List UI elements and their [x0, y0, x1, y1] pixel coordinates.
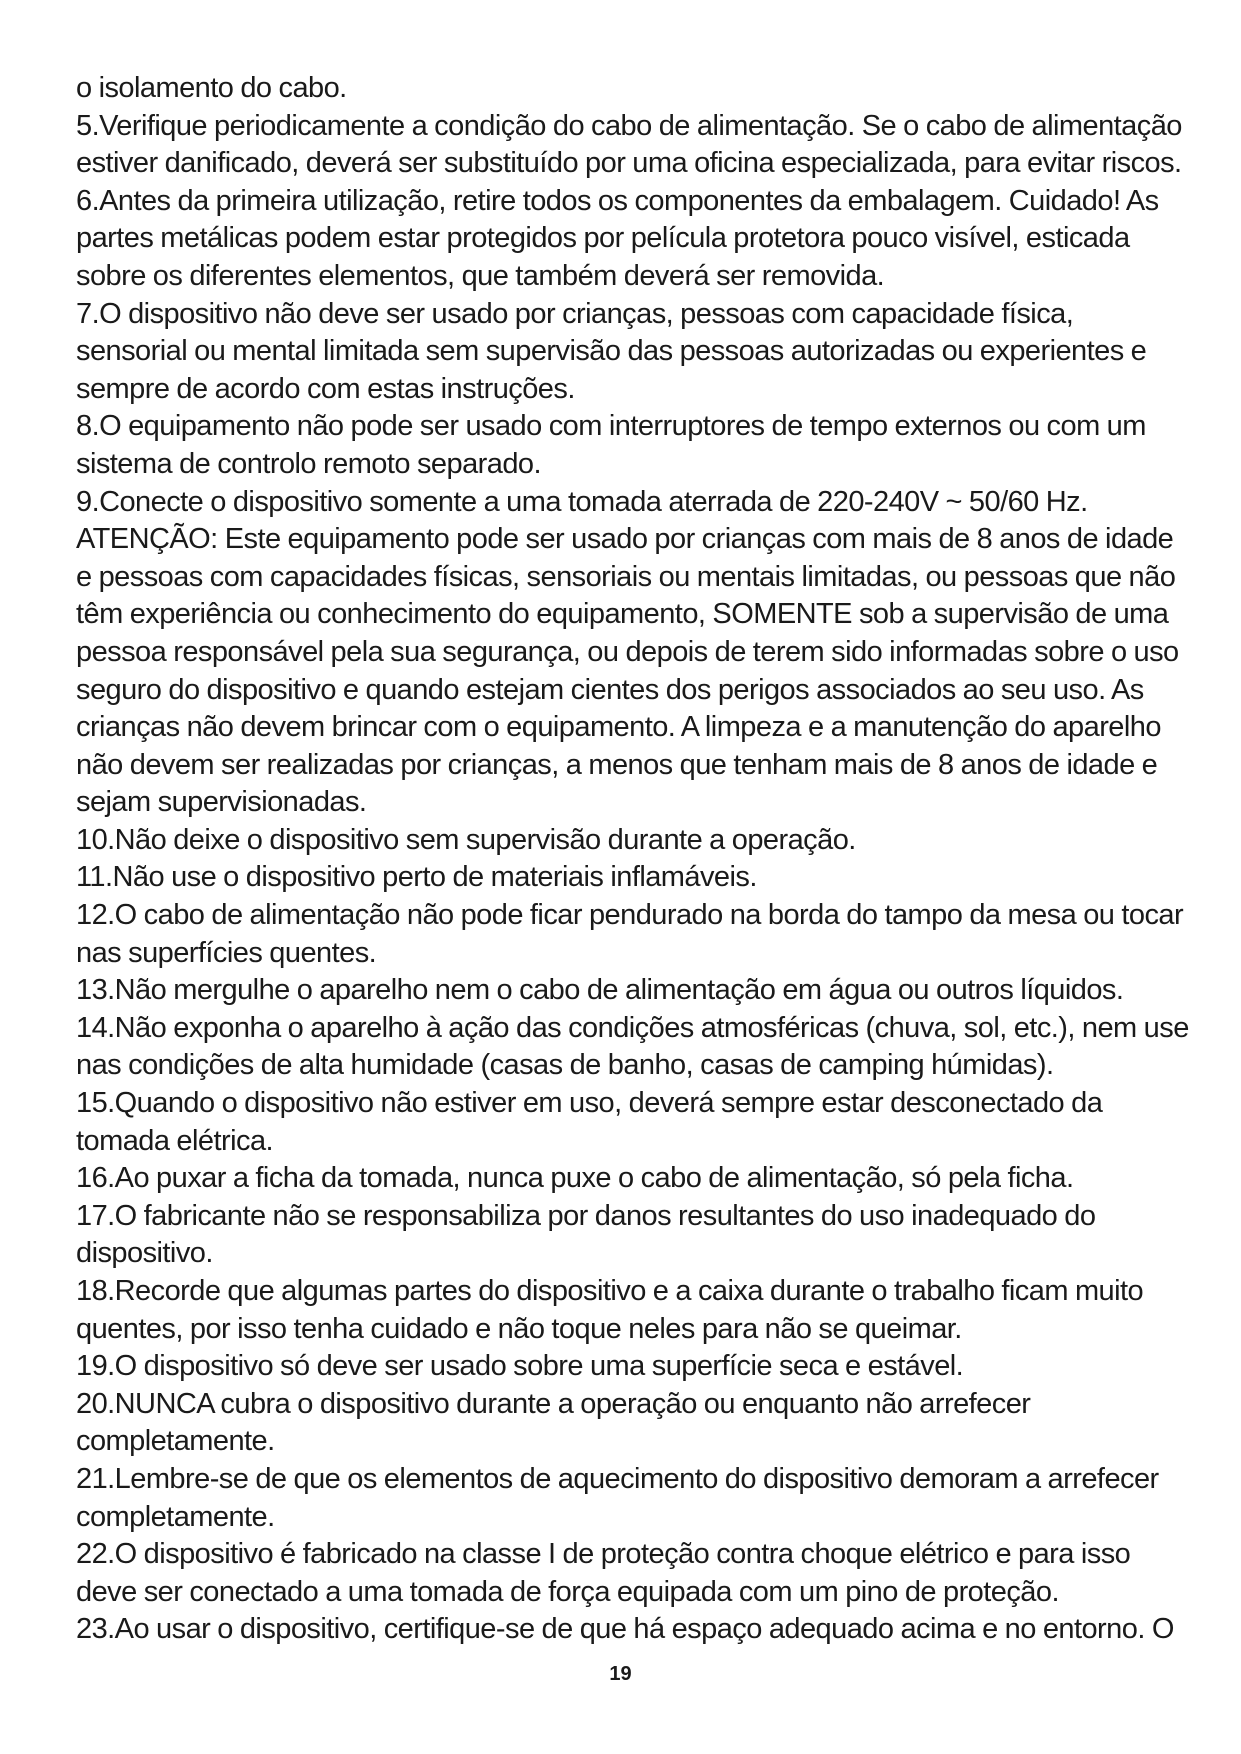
text-line: 7.O dispositivo não deve ser usado por crianças, pessoas com capacidade física, [76, 297, 1074, 330]
paragraph-item-13 [76, 972, 1186, 1010]
text-line: sistema de controlo remoto separado. [76, 447, 542, 480]
text-line: 13.Não mergulhe o aparelho nem o cabo de alimentação em água ou outros líquidos. [76, 974, 1124, 1007]
paragraph-item-10 [76, 822, 1186, 860]
paragraph-item-18 [76, 1273, 1186, 1348]
text-line: completamente. [76, 1425, 275, 1458]
text-line: quentes, por isso tenha cuidado e não toque neles para não se queimar. [76, 1312, 962, 1345]
paragraph-item-12 [76, 897, 1186, 972]
paragraph-item-23 [76, 1611, 1186, 1649]
paragraph-item-14 [76, 1010, 1189, 1085]
text-line: dispositivo. [76, 1237, 213, 1270]
text-line: nas superfícies quentes. [76, 936, 377, 969]
text-line: ATENÇÃO: Este equipamento pode ser usado por crianças com mais de 8 anos de idade [76, 523, 1174, 556]
paragraph-item-6 [76, 183, 1186, 296]
paragraph-item-15 [76, 1085, 1186, 1160]
paragraph-cable-insulation-end [76, 70, 1186, 108]
text-line: nas condições de alta humidade (casas de banho, casas de camping húmidas). [76, 1049, 1054, 1082]
text-line: 17.O fabricante não se responsabiliza por danos resultantes do uso inadequado do [76, 1199, 1096, 1232]
text-line: deve ser conectado a uma tomada de força equipada com um pino de proteção. [76, 1575, 1059, 1608]
text-line: e pessoas com capacidades físicas, sensoriais ou mentais limitadas, ou pessoas que não [76, 560, 1176, 593]
text-line: sensorial ou mental limitada sem supervisão das pessoas autorizadas ou experientes e [76, 335, 1147, 368]
paragraph-item-22 [76, 1536, 1186, 1611]
paragraph-item-19 [76, 1348, 1186, 1386]
text-line: 14.Não exponha o aparelho à ação das condições atmosféricas (chuva, sol, etc.), nem use [76, 1011, 1189, 1044]
paragraph-item-8 [76, 408, 1186, 483]
paragraph-item-7 [76, 296, 1186, 409]
text-line: 18.Recorde que algumas partes do dispositivo e a caixa durante o trabalho ficam muito [76, 1275, 1144, 1307]
paragraph-attention-warning [76, 521, 1186, 822]
paragraph-item-9 [76, 484, 1186, 522]
text-line: 15.Quando o dispositivo não estiver em uso, deverá sempre estar desconectado da [76, 1087, 1103, 1120]
text-line: 11.Não use o dispositivo perto de materiais inflamáveis. [76, 861, 757, 894]
text-line: sobre os diferentes elementos, que também deverá ser removida. [76, 259, 885, 292]
page-number: 19 [609, 1663, 632, 1685]
paragraph-item-21 [76, 1461, 1186, 1536]
text-line: 6.Antes da primeira utilização, retire todos os componentes da embalagem. Cuidado! As [76, 184, 1159, 217]
text-line: estiver danificado, deverá ser substituído por uma oficina especializada, para evitar riscos. [76, 147, 1182, 180]
text-line: tomada elétrica. [76, 1124, 274, 1157]
text-line: 9.Conecte o dispositivo somente a uma tomada aterrada de 220-240V ~ 50/60 Hz. [76, 485, 1088, 518]
text-line: sejam supervisionadas. [76, 786, 367, 819]
text-line: têm experiência ou conhecimento do equipamento, SOMENTE sob a supervisão de uma [76, 598, 1169, 631]
paragraph-item-17 [76, 1198, 1186, 1273]
text-line: não devem ser realizadas por crianças, a menos que tenham mais de 8 anos de idade e [76, 748, 1158, 781]
paragraph-item-20 [76, 1386, 1186, 1461]
paragraph-item-16 [76, 1160, 1186, 1198]
text-line: partes metálicas podem estar protegidos por película protetora pouco visível, esticada [76, 222, 1130, 255]
text-line: 5.Verifique periodicamente a condição do cabo de alimentação. Se o cabo de alimentação [76, 109, 1182, 142]
text-line: o isolamento do cabo. [76, 72, 347, 104]
paragraph-item-11 [76, 859, 1186, 897]
text-line: crianças não devem brincar com o equipamento. A limpeza e a manutenção do aparelho [76, 711, 1161, 744]
text-line: 16.Ao puxar a ficha da tomada, nunca puxe o cabo de alimentação, só pela ficha. [76, 1162, 1074, 1195]
text-line: sempre de acordo com estas instruções. [76, 372, 575, 405]
text-line: pessoa responsável pela sua segurança, ou depois de terem sido informadas sobre o uso [76, 635, 1179, 668]
text-line: 22.O dispositivo é fabricado na classe I de proteção contra choque elétrico e para isso [76, 1538, 1131, 1571]
text-line: 20.NUNCA cubra o dispositivo durante a operação ou enquanto não arrefecer [76, 1387, 1031, 1420]
text-line: 21.Lembre-se de que os elementos de aquecimento do dispositivo demoram a arrefecer [76, 1462, 1159, 1495]
text-line: 10.Não deixe o dispositivo sem supervisão durante a operação. [76, 823, 856, 856]
text-line: 23.Ao usar o dispositivo, certifique-se de que há espaço adequado acima e no entorno. O [76, 1613, 1174, 1646]
text-line: 8.O equipamento não pode ser usado com interruptores de tempo externos ou com um [76, 410, 1146, 443]
text-line: 19.O dispositivo só deve ser usado sobre uma superfície seca e estável. [76, 1350, 964, 1383]
text-line: 12.O cabo de alimentação não pode ficar pendurado na borda do tampo da mesa ou tocar [76, 899, 1184, 932]
text-line: seguro do dispositivo e quando estejam cientes dos perigos associados ao seu uso. As [76, 673, 1144, 706]
paragraph-item-5 [76, 108, 1186, 183]
document-body [76, 70, 1189, 1649]
text-line: completamente. [76, 1500, 275, 1533]
